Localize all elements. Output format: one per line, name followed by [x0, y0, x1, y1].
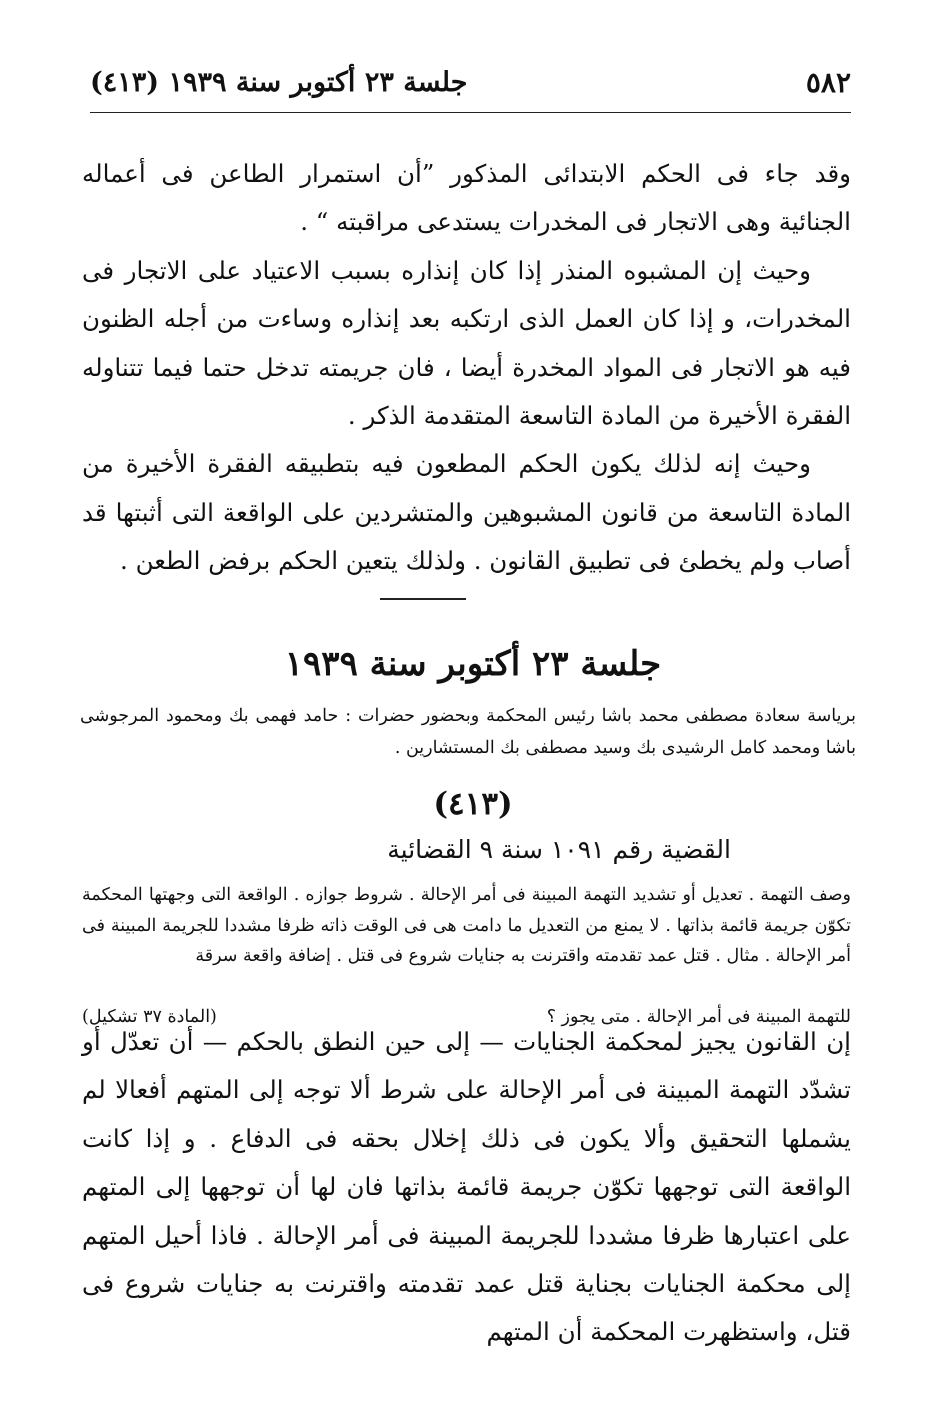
running-title: جلسة ٢٣ أكتوبر سنة ١٩٣٩ (٤١٣): [90, 66, 468, 98]
presidency-line: برياسة سعادة مصطفى محمد باشا رئيس المحكمة وبحضور حضرات : حامد فهمى بك ومحمود المرجوشى باشا ومحمد كامل الرشيدى بك وسيد مصطفى بك المستشارين .: [80, 706, 856, 758]
session-heading: جلسة ٢٣ أكتوبر سنة ١٩٣٩: [284, 644, 662, 684]
preceding-judgment-text: [82, 150, 851, 586]
summary-last-text: للتهمة المبينة فى أمر الإحالة . متى يجوز ؟: [546, 1007, 851, 1027]
summary-article-reference: (المادة ٣٧ تشكيل): [82, 1007, 217, 1027]
paragraph-reasoning: وحيث إن المشبوه المنذر إذا كان إنذاره بسبب الاعتياد على الاتجار فى المخدرات، و إذا كان العمل الذى ارتكبه بعد إنذاره وساءت من أجله الظنون فيه هو الاتجار فى المواد المخدرة أيضا ، فان جريمته تدخل حتما فيما تتناوله الفقرة الأخيرة من المادة التاسعة المتقدمة الذكر .: [82, 255, 851, 431]
legal-principle-text: [82, 1018, 851, 1357]
paragraph-conclusion: وحيث إنه لذلك يكون الحكم المطعون فيه بتطبيقه الفقرة الأخيرة من المادة التاسعة من قانون المشبوهين والمتشردين على الواقعة التى أثبتها قد أصاب ولم يخطئ فى تطبيق القانون . ولذلك يتعين الحكم برفض الطعن .: [82, 449, 851, 576]
paragraph-principle: إن القانون يجيز لمحكمة الجنايات — إلى حين النطق بالحكم — أن تعدّل أو تشدّد التهمة المبينة فى أمر الإحالة على شرط ألا توجه إلى المتهم أفعالا لم يشملها التحقيق وألا يكون فى ذلك إخلال بحقه فى الدفاع . و إذا كانت الواقعة التى توجهها تكوّن جريمة قائمة بذاتها فان لها أن توجهها إلى المتهم على اعتبارها ظرفا مشددا للجريمة المبينة فى أمر الإحالة . فاذا أحيل المتهم إلى محكمة الجنايات بجناية قتل عمد تقدمته واقترنت به جنايات شروع فى قتل، واستظهرت المحكمة أن المتهم: [82, 1027, 851, 1347]
page-number: ٥٨٢: [805, 65, 851, 99]
section-divider: [380, 598, 466, 600]
page-header: [90, 62, 851, 102]
case-title: القضية رقم ١٠٩١ سنة ٩ القضائية: [387, 835, 731, 864]
header-rule: [90, 112, 851, 113]
case-summary: وصف التهمة . تعديل أو تشديد التهمة المبينة فى أمر الإحالة . شروط جوازه . الواقعة التى وجهتها المحكمة تكوّن جريمة قائمة بذاتها . لا يمنع من التعديل ما دامت هى فى الوقت ذاته ظرفا مشددا للجريمة المبينة فى أمر الإحالة . مثال . قتل عمد تقدمته واقترنت به جنايات شروع فى قتل . إضافة واقعة سرقة: [82, 885, 851, 966]
case-number: (٤١٣): [433, 786, 513, 822]
paragraph-quote: وقد جاء فى الحكم الابتدائى المذكور ”أن استمرار الطاعن فى أعماله الجنائية وهى الاتجار فى المخدرات يستدعى مراقبته “ .: [82, 159, 851, 237]
